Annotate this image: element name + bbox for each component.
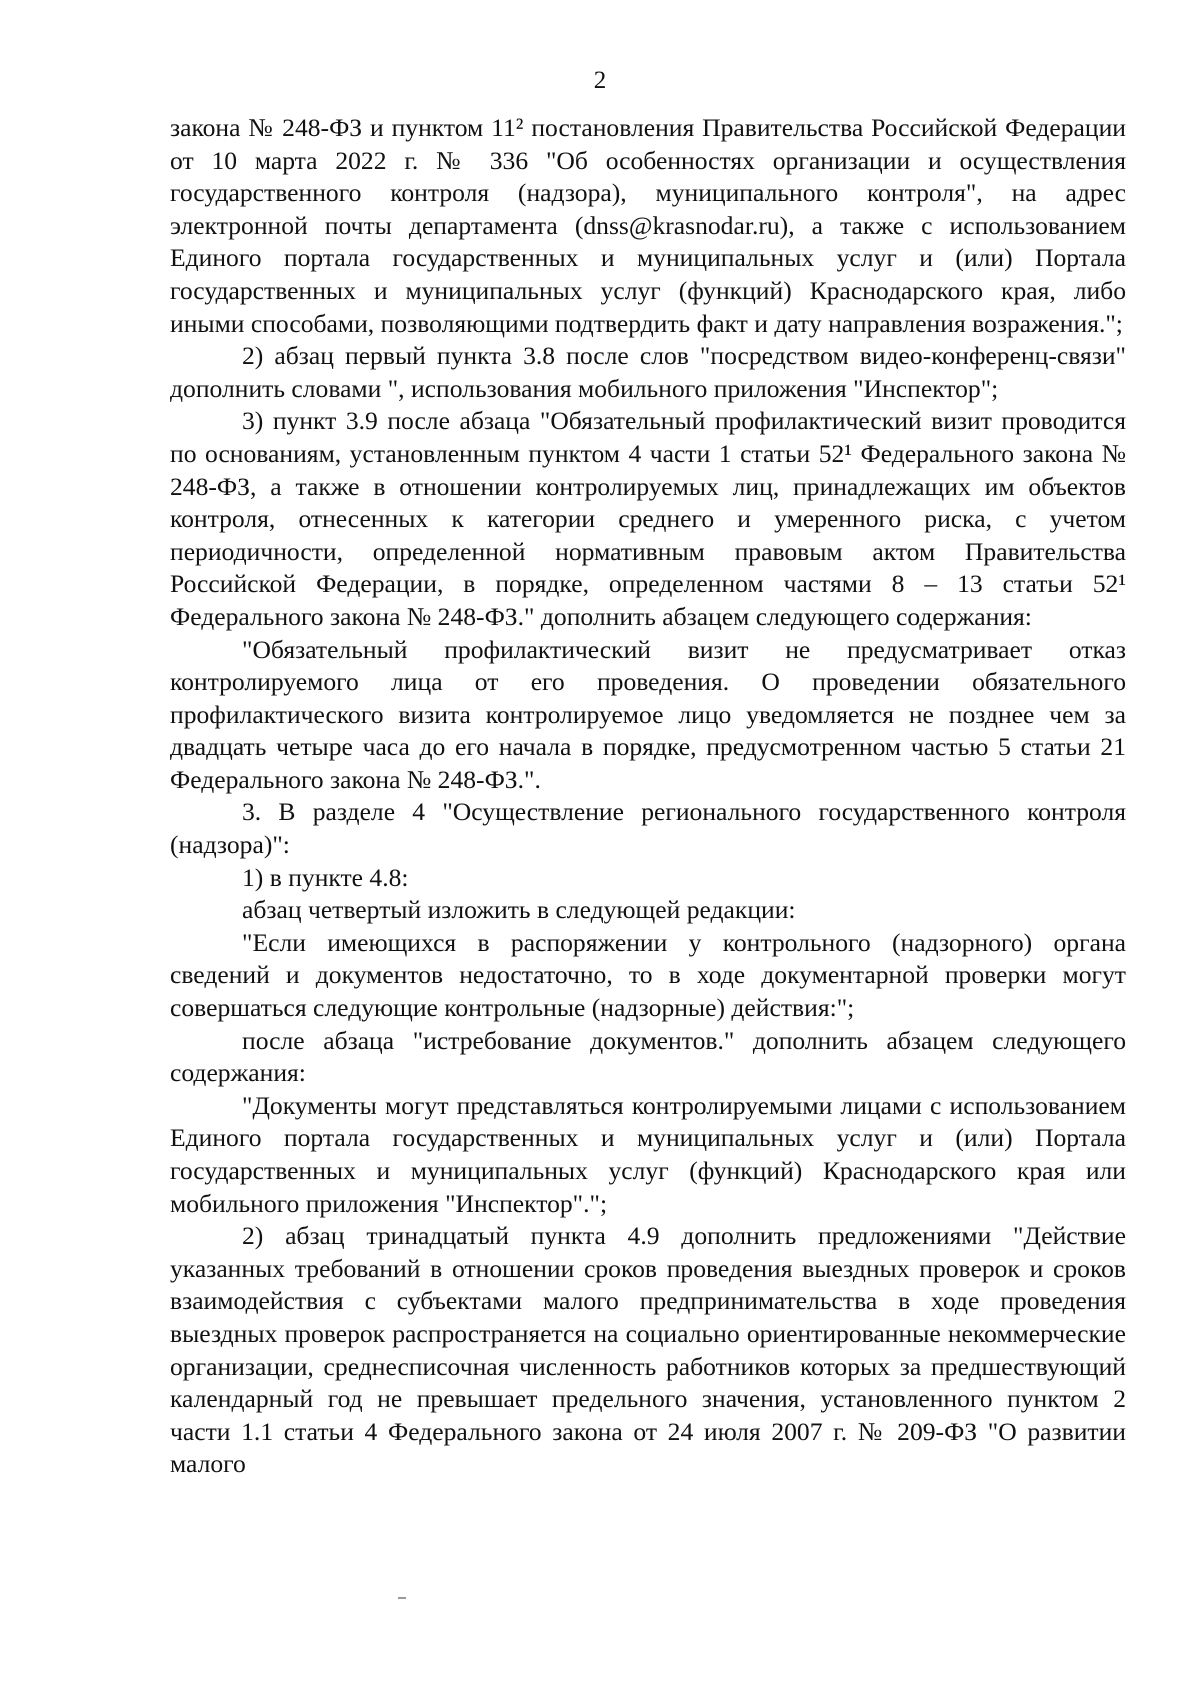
paragraph-quote-insufficient-docs: "Если имеющихся в распоряжении у контрольного (надзорного) органа сведений и документов недостаточно, то в ходе документарной проверки могут совершаться следующие контрольные (надзорные) действия:"; (170, 927, 1126, 1023)
paragraph-item-2-video-conference: 2) абзац первый пункта 3.8 после слов "посредством видео-конференц-связи" дополнить словами ", использования мобильного приложения "Инспектор"; (170, 341, 1126, 403)
paragraph-point-4-8: 1) в пункте 4.8: (242, 862, 409, 892)
paragraph-fourth-abzac: абзац четвертый изложить в следующей редакции: (242, 895, 796, 925)
paragraph-section-4: 3. В разделе 4 "Осуществление регионального государственного контроля (надзора)": (170, 797, 1126, 860)
page-number: 2 (593, 67, 607, 94)
paragraph-after-demand-docs: после абзаца "истребование документов." дополнить абзацем следующего содержания: (170, 1025, 1126, 1088)
paragraph-item-3-point-3-9: 3) пункт 3.9 после абзаца "Обязательный профилактический визит проводится по основаниям, установленным пунктом 4 части 1 статьи 52¹ Федерального закона № 248-ФЗ, а также в отношении контролируемых лиц, принадлежащих им объектов контроля, отнесенных к категории среднего и умеренного риска, с учетом периодичности, определенной нормативным правовым актом Правительства Российской Федерации, в порядке, определенном частями 8 – 13 статьи 52¹ Федерального закона № 248-ФЗ." дополнить абзацем следующего содержания: (170, 406, 1126, 631)
document-body (170, 112, 1126, 1481)
paragraph-quote-documents-submission: "Документы могут представляться контролируемыми лицами с использованием Единого портала государственных и муниципальных услуг и (или) Портала государственных и муниципальных услуг (функций) Краснодарского края или мобильного приложения "Инспектор"."; (170, 1090, 1126, 1218)
paragraph-continuation: закона № 248-ФЗ и пунктом 11² постановления Правительства Российской Федерации от 10 марта 2022 г. № 336 "Об особенностях организации и осуществления государственного контроля (надзора), муниципального контроля", на адрес электронной почты департамента (dnss@krasnodar.ru), а также с использованием Единого портала государственных и муниципальных услуг и (или) Портала государственных и муниципальных услуг (функций) Краснодарского края, либо иными способами, позволяющими подтвердить факт и дату направления возражения."; (170, 113, 1126, 338)
paragraph-quote-mandatory-visit: "Обязательный профилактический визит не предусматривает отказ контролируемого лица от его проведения. О проведении обязательного профилактического визита контролируемое лицо уведомляется не позднее чем за двадцать четыре часа до его начала в порядке, предусмотренном частью 5 статьи 21 Федерального закона № 248-ФЗ.". (170, 634, 1126, 794)
paragraph-point-4-9: 2) абзац тринадцатый пункта 4.9 дополнить предложениями "Действие указанных требований в отношении сроков проведения выездных проверок и сроков взаимодействия с субъектами малого предпринимательства в ходе проведения выездных проверок распространяется на социально ориентированные некоммерческие организации, среднесписочная численность работников которых за предшествующий календарный год не превышает предельного значения, установленного пунктом 2 части 1.1 статьи 4 Федерального закона от 24 июля 2007 г. № 209-ФЗ "О развитии малого (170, 1221, 1126, 1479)
scan-artifact (398, 1597, 406, 1599)
